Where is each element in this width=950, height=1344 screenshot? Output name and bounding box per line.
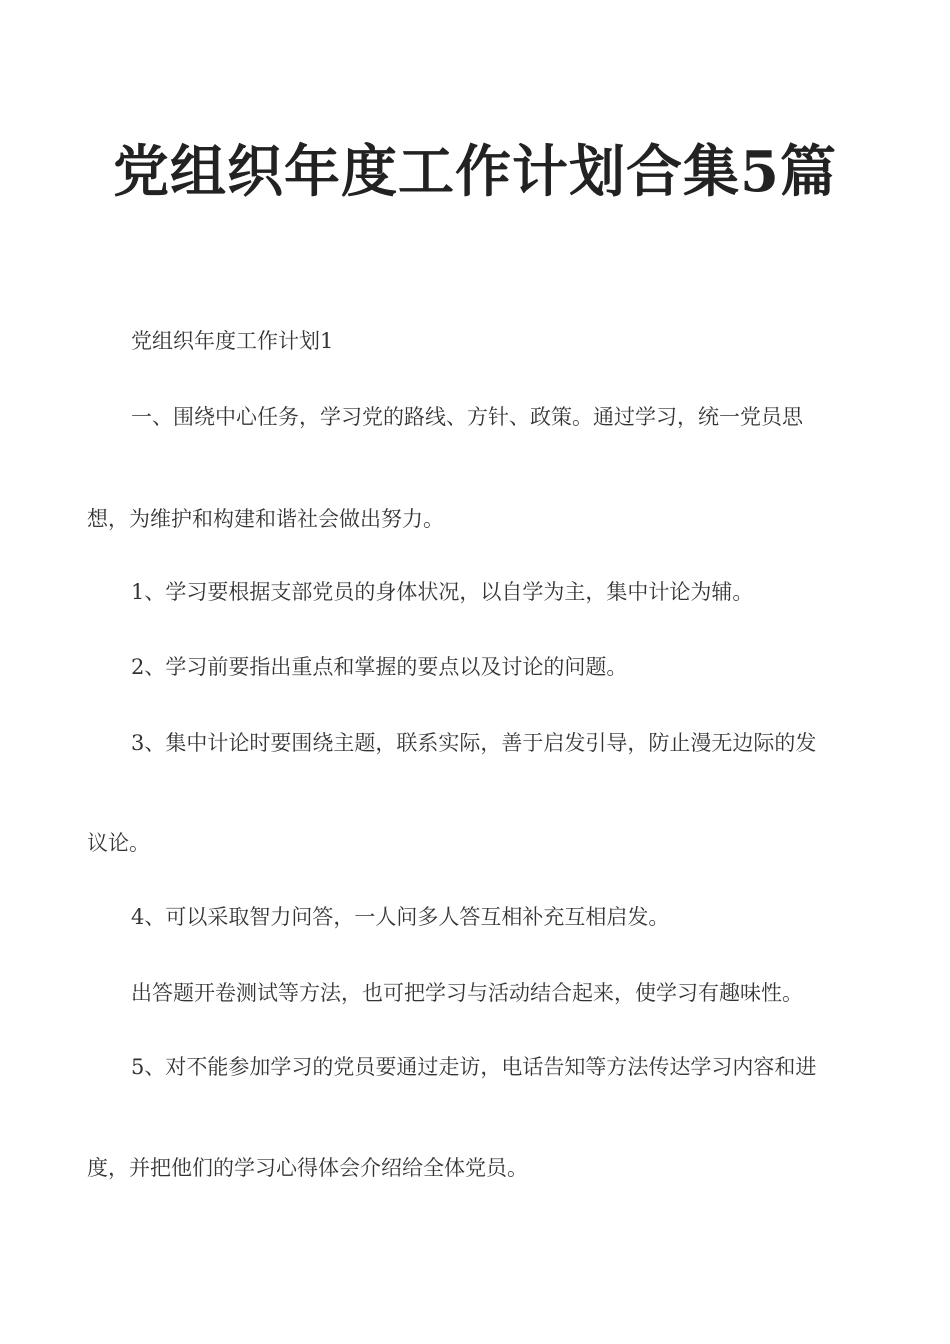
section-heading: 党组织年度工作计划1 [131, 329, 334, 353]
paragraph-line: 想，为维护和构建和谐社会做出努力。 [87, 507, 444, 531]
paragraph-line: 2、学习前要指出重点和掌握的要点以及讨论的问题。 [131, 655, 628, 679]
paragraph-line: 3、集中计论时要围绕主题，联系实际，善于启发引导，防止漫无边际的发 [131, 731, 817, 755]
paragraph-line: 议论。 [87, 831, 150, 855]
paragraph-line: 1、学习要根据支部党员的身体状况，以自学为主，集中计论为辅。 [131, 580, 754, 604]
paragraph-line: 5、对不能参加学习的党员要通过走访，电话告知等方法传达学习内容和进 [131, 1055, 817, 1079]
paragraph-line: 出答题开卷测试等方法，也可把学习与活动结合起来，使学习有趣味性。 [131, 981, 803, 1005]
paragraph-line: 4、可以采取智力问答，一人问多人答互相补充互相启发。 [131, 905, 670, 929]
document-title: 党组织年度工作计划合集5篇 [113, 139, 837, 205]
paragraph-line: 一、围绕中心任务，学习党的路线、方针、政策。通过学习，统一党员思 [131, 405, 803, 429]
paragraph-line: 度，并把他们的学习心得体会介绍给全体党员。 [87, 1156, 528, 1180]
